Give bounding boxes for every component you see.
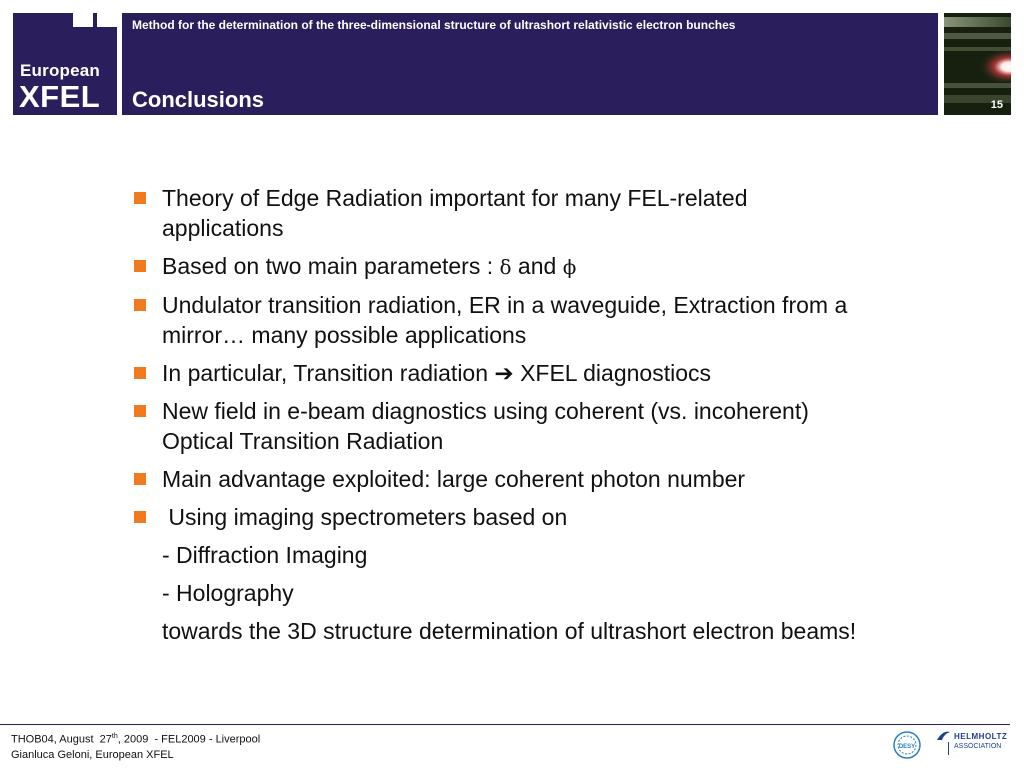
bullet-text: New field in e-beam diagnostics using coherent (vs. incoherent) Optical Transition Radiation	[162, 398, 809, 454]
delta-symbol: δ	[499, 255, 512, 279]
bullet-text: Based on two main parameters :	[162, 253, 500, 279]
bullet-text: Using imaging spectrometers based on	[162, 504, 568, 530]
bullet-text: Undulator transition radiation, ER in a waveguide, Extraction from a mirror… many possible applications	[162, 292, 848, 348]
bullet-square-icon	[134, 405, 146, 417]
bullet-text: XFEL diagnostiocs	[513, 360, 711, 386]
footer-line-1	[11, 729, 260, 748]
list-item	[132, 396, 872, 456]
footer-divider	[0, 724, 1010, 725]
bullet-text: Main advantage exploited: large coherent photon number	[162, 466, 746, 492]
footer-info	[11, 729, 260, 763]
helmholtz-name: HELMHOLTZ	[954, 732, 1008, 741]
sub-item: - Diffraction Imaging	[162, 542, 368, 568]
bullet-text: Theory of Edge Radiation important for many FEL-related applications	[162, 185, 748, 241]
footer-event: THOB04, August 27	[11, 733, 112, 746]
slide-number: 15	[990, 99, 1003, 111]
desy-logo-text: DESY	[898, 744, 916, 750]
logo-text-european: European	[20, 61, 101, 80]
bullet-text: In particular, Transition radiation	[162, 360, 495, 386]
bullet-square-icon	[134, 367, 146, 379]
title-bar	[122, 13, 938, 115]
footer-author: Gianluca Geloni, European XFEL	[11, 748, 174, 761]
sub-item: - Holography	[162, 580, 294, 606]
logo-square-icon	[97, 13, 117, 27]
page-title: Conclusions	[132, 87, 265, 112]
bullet-list	[132, 183, 872, 654]
list-item	[132, 358, 872, 388]
list-item	[132, 502, 872, 532]
footer-event-rest: , 2009 - FEL2009 - Liverpool	[117, 733, 261, 746]
conclusion-text: towards the 3D structure determination of ultrashort electron beams!	[162, 618, 857, 644]
bullet-square-icon	[134, 511, 146, 523]
phi-symbol: ϕ	[562, 255, 577, 279]
list-item	[132, 251, 872, 282]
list-item	[132, 464, 872, 494]
helmholtz-mark-icon	[934, 728, 952, 756]
bullet-square-icon	[134, 260, 146, 272]
european-xfel-logo	[13, 13, 117, 115]
desy-logo-icon	[893, 731, 921, 759]
helmholtz-association: ASSOCIATION	[954, 743, 1002, 750]
presentation-subtitle: Method for the determination of the three-dimensional structure of ultrashort relativistic electron bunches	[132, 18, 736, 32]
helmholtz-logo	[934, 728, 1010, 758]
bullet-text: and	[511, 253, 563, 279]
list-item	[132, 290, 872, 350]
list-item	[132, 183, 872, 243]
logo-square-icon	[73, 13, 93, 27]
bullet-square-icon	[134, 299, 146, 311]
arrow-right-icon: ➔	[494, 360, 514, 386]
logo-text-xfel: XFEL	[19, 79, 101, 114]
bullet-square-icon	[134, 192, 146, 204]
header-photo	[944, 13, 1011, 115]
footer-ordinal: th	[111, 733, 118, 740]
bullet-square-icon	[134, 473, 146, 485]
